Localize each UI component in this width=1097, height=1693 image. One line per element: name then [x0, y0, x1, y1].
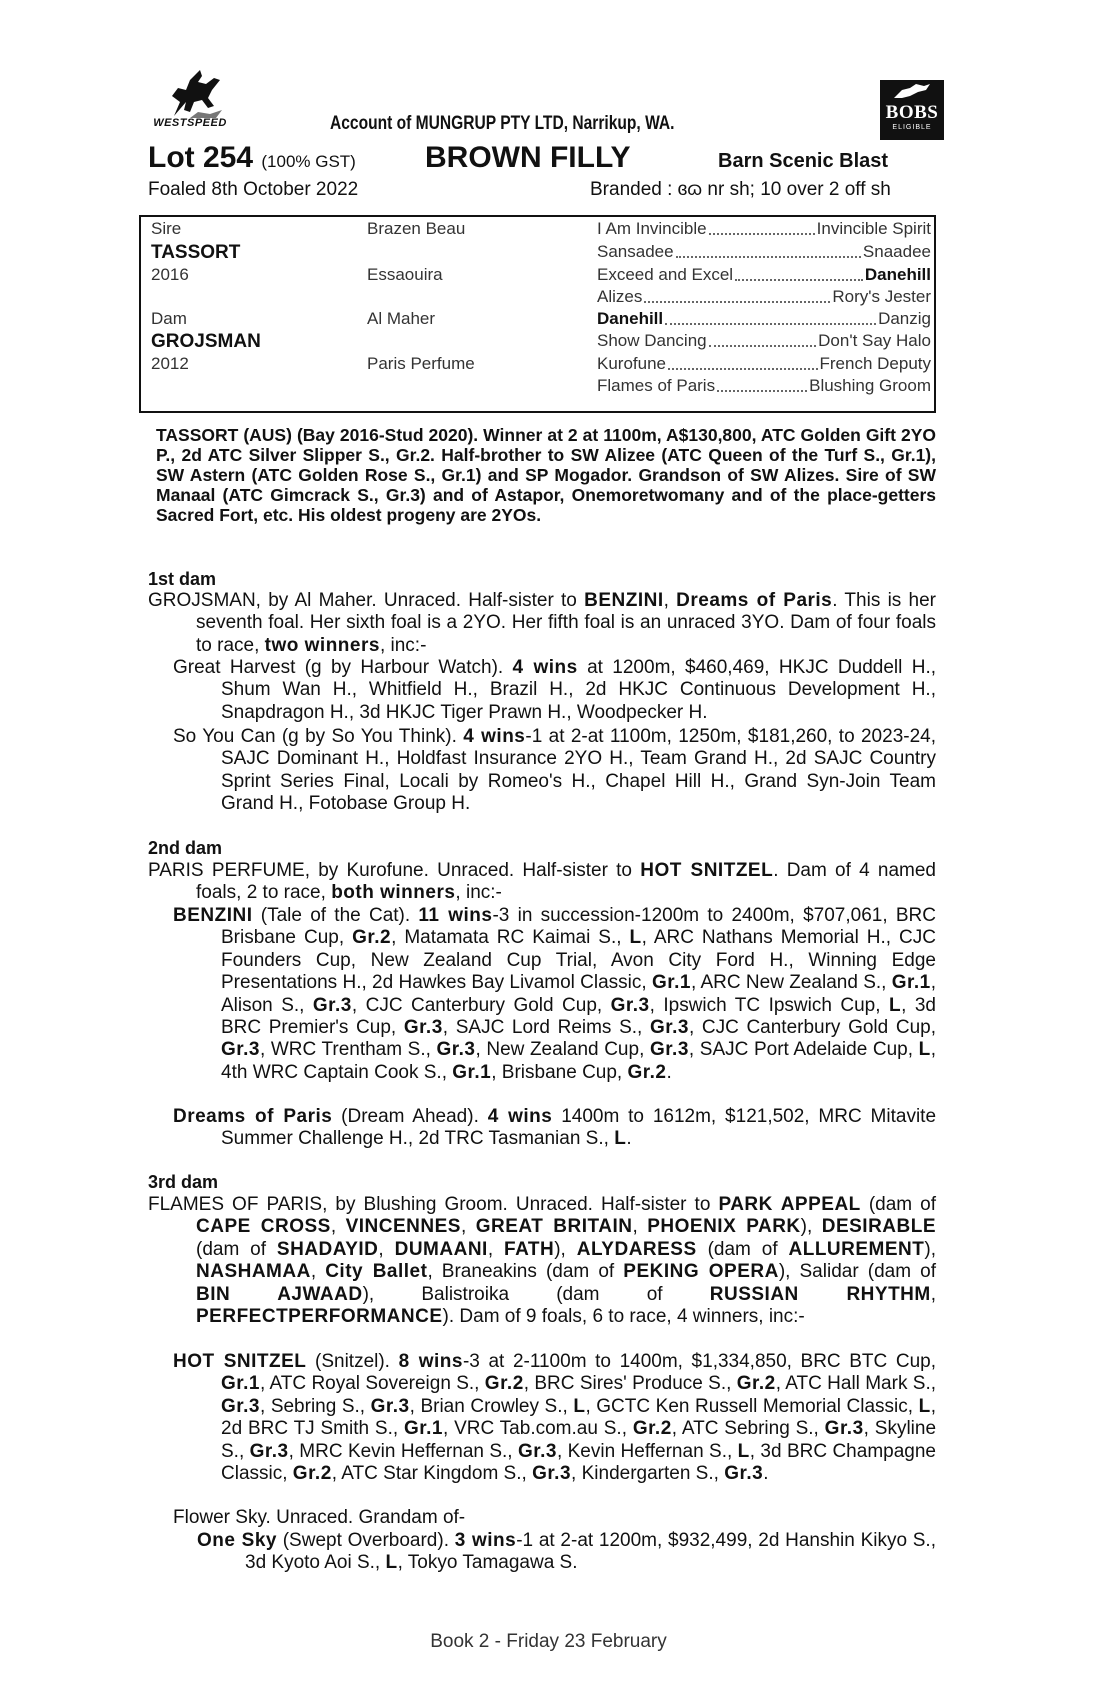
bold-text: SHADAYID [276, 1238, 379, 1260]
text-run: , Tokyo Tamagawa S. [397, 1552, 578, 1574]
bold-text: L [918, 1039, 931, 1061]
bold-text: BENZINI [584, 590, 664, 611]
bold-text: Gr.1 [652, 972, 691, 994]
bold-text: GREAT BRITAIN [475, 1216, 633, 1238]
text-run: , [330, 1216, 346, 1238]
bold-text: Gr.1 [452, 1061, 492, 1083]
text-run: , [663, 590, 677, 611]
bold-text: Gr.3 [610, 994, 650, 1016]
text-run: , SAJC Lord Reims S., [442, 1017, 650, 1039]
progeny-entry [173, 905, 936, 1084]
sires-dam: Essaouira [367, 265, 443, 284]
text-run: , ATC Star Kingdom S., [331, 1463, 533, 1485]
grand-progeny-entry [197, 1530, 936, 1575]
bold-text: Gr.3 [532, 1463, 572, 1485]
text-run: (Swept Overboard). [277, 1530, 455, 1551]
pedigree-line: Alizes Rory's Jester [597, 287, 931, 306]
text-run: , BRC Sires' Produce S., [523, 1373, 737, 1395]
progeny-entry [173, 1351, 936, 1485]
bold-text: Gr.3 [221, 1395, 260, 1417]
text-run: , MRC Kevin Heffernan S., [288, 1440, 518, 1462]
dam-name: GROJSMAN [151, 331, 261, 352]
pedigree-line: I Am Invincible Invincible Spirit [597, 219, 931, 238]
text-run: So You Can (g by So You Think). [173, 726, 464, 747]
text-run: (dam of [196, 1238, 277, 1260]
text-run: , SAJC Port Adelaide Cup, [688, 1039, 919, 1061]
bold-text: City Ballet [325, 1261, 428, 1283]
text-run: (dam of [696, 1238, 789, 1260]
text-run: , [930, 1283, 937, 1305]
bold-text: Gr.3 [824, 1418, 864, 1440]
text-run: ), [924, 1238, 936, 1260]
bold-text: PHOENIX PARK [647, 1216, 801, 1238]
second-dam-heading: 2nd dam [148, 838, 223, 858]
text-run: ). Dam of 9 foals, 6 to race, [442, 1306, 677, 1328]
text-run: , 3d BRC Champagne Classic, [221, 1440, 936, 1485]
bold-text: 4 wins [463, 726, 526, 747]
first-dam-intro [148, 590, 936, 657]
bold-text: L [737, 1440, 750, 1462]
logo-label: WESTSPEED [153, 117, 227, 129]
text-run: at 1200m, $460,469, HKJC Duddell H., Shum Wan H., Whitfield H., Brazil H., 2d HKJC Continuous Development H., Snapdragon H., 3d HKJC Tiger Prawn H., Woodpecker H. [221, 657, 936, 723]
text-run: (Dream Ahead). [332, 1106, 488, 1127]
text-run: , [310, 1261, 326, 1283]
bold-text: Gr.2 [484, 1373, 524, 1395]
bold-text: Gr.3 [649, 1039, 689, 1061]
bold-text: 3 wins [454, 1530, 517, 1551]
third-dam-heading: 3rd dam [148, 1172, 219, 1192]
bold-text: HOT SNITZEL [640, 860, 774, 881]
sire-label: Sire [151, 219, 182, 238]
text-run: , 2d BRC TJ Smith S., [221, 1395, 936, 1440]
text-run: ), Salidar (dam of [778, 1261, 936, 1283]
badge-line2: ELIGIBLE [892, 124, 932, 131]
bold-text: PERFECTPERFORMANCE [196, 1306, 443, 1328]
bold-text: Gr.3 [221, 1039, 260, 1061]
dams-dam: Paris Perfume [367, 354, 475, 373]
bold-text: Dreams of Paris [173, 1106, 333, 1127]
text-run: ), Balistroika (dam of [362, 1283, 710, 1305]
text-run: , CJC Canterbury Gold Cup, [351, 994, 611, 1016]
text-run: PARIS PERFUME, by Kurofune. Unraced. Half-sister to [148, 860, 641, 881]
text-run: -1 at 2-at 1200m, $932,499, 2d Hanshin Kikyo S., 3d Kyoto Aoi S., [245, 1530, 936, 1574]
bold-text: One Sky [197, 1530, 277, 1551]
text-run: , 3d BRC Premier's Cup, [221, 994, 936, 1039]
brand-marks: Branded : ɞɷ nr sh; 10 over 2 off sh [590, 179, 891, 200]
bold-text: both winners [331, 882, 456, 904]
bold-text: ALYDARESS [576, 1238, 697, 1260]
progeny-entry [173, 657, 936, 724]
pedigree-line: Kurofune French Deputy [597, 354, 931, 373]
text-run: , [378, 1238, 395, 1260]
text-run: , inc:- [379, 634, 427, 656]
text-run: , inc:- [455, 882, 502, 904]
bold-text: 11 wins [418, 905, 493, 926]
bold-text: 8 wins [398, 1351, 463, 1372]
bold-text: PEKING OPERA [623, 1261, 779, 1283]
bold-text: Gr.3 [312, 994, 352, 1016]
flower-sky-line: Flower Sky. Unraced. Grandam of- [173, 1507, 466, 1528]
horse-sex-colour: BROWN FILLY [425, 141, 631, 174]
text-run: . [763, 1463, 769, 1485]
text-run: , Alison S., [221, 972, 936, 1016]
text-run: ), [800, 1216, 822, 1238]
badge-line1: BOBS [885, 102, 939, 123]
third-dam-intro [148, 1194, 936, 1328]
bold-text: Dreams of Paris [676, 590, 833, 611]
text-run: , ATC Hall Mark S., [775, 1373, 937, 1395]
text-run: -3 at 2-1100m to 1400m, $1,334,850, BRC BTC Cup, [462, 1351, 936, 1372]
bold-text: BENZINI [173, 905, 253, 926]
lot-number [148, 141, 356, 175]
bold-text: CAPE CROSS [196, 1216, 331, 1238]
sire-summary: TASSORT (AUS) (Bay 2016-Stud 2020). Winner at 2 at 1100m, A$130,800, ATC Golden Gift 2YO P., 2d ATC Silver Slipper S., Gr.2. Half-brother to SW Alizee (ATC Queen of the Turf S., Gr.1), SW Astern (ATC Golden Rose S., Gr.1) and SP Mogador. Grandson of SW Alizes. Sire of SW Manaal (ATC Gimcrack S., Gr.3) and of Astapor, Onemoretwomany and of the place-getters Sacred Fort, etc. His oldest progeny are 2YOs. [156, 425, 936, 525]
bold-text: L [614, 1128, 627, 1150]
bold-text: NASHAMAA [196, 1261, 311, 1283]
text-run: , Brisbane Cup, [491, 1061, 628, 1083]
bobs-horse-icon [880, 80, 944, 102]
bold-text: Gr.3 [724, 1463, 764, 1485]
text-run: , Matamata RC Kaimai S., [391, 927, 630, 949]
pedigree-line: Show Dancing Don't Say Halo [597, 331, 931, 350]
bold-text: Gr.3 [370, 1395, 410, 1417]
bold-text: VINCENNES [345, 1216, 461, 1238]
text-run: Great Harvest (g by Harbour Watch). [173, 657, 513, 678]
pedigree-line: Exceed and Excel Danehill [597, 265, 931, 284]
text-run: (dam of [860, 1194, 937, 1215]
bold-text: HOT SNITZEL [173, 1351, 307, 1372]
bold-text: L [629, 927, 642, 949]
dam-label: Dam [151, 309, 187, 328]
progeny-entry [173, 726, 936, 816]
text-run: , WRC Trentham S., [259, 1039, 437, 1061]
text-run: , CJC Canterbury Gold Cup, [688, 1017, 936, 1039]
dam-year: 2012 [151, 354, 189, 373]
gst-note: (100% GST) [261, 152, 356, 171]
horse-name: Barn Scenic Blast [718, 150, 889, 172]
text-run: (Tale of the Cat). [252, 905, 419, 926]
text-run: , [487, 1238, 505, 1260]
text-run: , [632, 1216, 648, 1238]
sire-name: TASSORT [151, 242, 241, 263]
bold-text: L [573, 1395, 586, 1417]
text-run: , Sebring S., [259, 1395, 371, 1417]
text-run: , inc:- [758, 1306, 805, 1328]
bold-text: FATH [504, 1238, 555, 1260]
text-run: . Dam of 4 named foals, 2 to race, [196, 860, 936, 904]
bold-text: BIN AJWAAD [196, 1283, 363, 1305]
text-run: , GCTC Ken Russell Memorial Classic, [585, 1395, 919, 1417]
progeny-entry [173, 1106, 936, 1151]
foaled-date: Foaled 8th October 2022 [148, 179, 359, 200]
bold-text: Gr.3 [649, 1017, 689, 1039]
text-run: , ATC Sebring S., [671, 1418, 825, 1440]
sires-sire: Brazen Beau [367, 219, 466, 238]
bold-text: L [889, 994, 902, 1016]
text-run: . [666, 1061, 672, 1083]
text-run: , Brian Crowley S., [409, 1395, 574, 1417]
text-run: , ARC New Zealand S., [690, 972, 892, 994]
bold-text: Gr.2 [627, 1061, 667, 1083]
pedigree-line: Sansadee Snaadee [597, 242, 931, 261]
text-run: , Skyline S., [221, 1418, 937, 1462]
bobs-eligible-badge [880, 80, 944, 140]
pedigree-line: Danehill Danzig [597, 309, 931, 328]
vendor-account: Account of MUNGRUP PTY LTD, Narrikup, WA. [330, 113, 675, 134]
text-run: -1 at 2-at 1100m, 1250m, $181,260, to 2023-24, SAJC Dominant H., Holdfast Insurance 2YO H., Team Grand H., 2d SAJC Country Sprint Series Final, Locali by Romeo's H., Chapel Hill H., Grand Syn-Join Team Grand H., Fotobase Group H. [221, 726, 937, 815]
bold-text: ALLUREMENT [788, 1238, 925, 1260]
pedigree-table [139, 215, 936, 413]
text-run: , Ipswich TC Ipswich Cup, [649, 994, 889, 1016]
bold-text: L [385, 1552, 398, 1574]
text-run: FLAMES OF PARIS, by Blushing Groom. Unraced. Half-sister to [148, 1194, 719, 1215]
bold-text: Gr.2 [292, 1463, 332, 1485]
bold-text: Gr.1 [891, 972, 931, 994]
text-run: , VRC Tab.com.au S., [442, 1418, 633, 1440]
bold-text: DUMAANI [394, 1238, 488, 1260]
bold-text: Gr.2 [352, 927, 392, 949]
bold-text: RUSSIAN RHYTHM [709, 1283, 931, 1305]
text-run: , 4th WRC Captain Cook S., [221, 1039, 936, 1083]
text-run: 1400m to 1612m, $121,502, MRC Mitavite Summer Challenge H., 2d TRC Tasmanian S., [221, 1106, 937, 1150]
bold-text: Gr.1 [221, 1373, 260, 1395]
bold-text: Gr.1 [403, 1418, 443, 1440]
lot-label: Lot 254 [148, 141, 254, 174]
first-dam-heading: 1st dam [148, 569, 217, 589]
text-run: , Kindergarten S., [571, 1463, 725, 1485]
text-run: . This is her seventh foal. Her sixth foal is a 2YO. Her fifth foal is an unraced 3YO. Dam of four foals to race, [196, 590, 936, 656]
text-run: , New Zealand Cup, [475, 1039, 650, 1061]
bold-text: 4 wins [487, 1106, 553, 1127]
page-footer: Book 2 - Friday 23 February [430, 1631, 667, 1652]
bold-text: two winners [264, 634, 380, 656]
bold-text: L [918, 1395, 931, 1417]
text-run: , Braneakins (dam of [427, 1261, 624, 1283]
text-run: , ATC Royal Sovereign S., [259, 1373, 485, 1395]
pedigree-line: Flames of Paris Blushing Groom [597, 376, 931, 395]
bold-text: Gr.3 [517, 1440, 557, 1462]
text-run: (Snitzel). [306, 1351, 399, 1372]
sire-year: 2016 [151, 265, 189, 284]
text-run: , ARC Nathans Memorial H., CJC Founders Cup, New Zealand Cup Trial, Avon City Ford H., Winning Edge Presentations H., 2d Hawkes Bay Livamol Classic, [221, 927, 937, 994]
bold-text: Gr.2 [736, 1373, 776, 1395]
bold-text: PARK APPEAL [718, 1194, 861, 1215]
text-run: , Kevin Heffernan S., [556, 1440, 738, 1462]
bold-text: Gr.3 [436, 1039, 476, 1061]
bold-text: Gr.3 [403, 1017, 443, 1039]
dams-sire: Al Maher [367, 309, 436, 328]
bold-text: 4 wins [512, 657, 578, 678]
text-run: -3 in succession-1200m to 2400m, $707,061, BRC Brisbane Cup, [221, 905, 936, 949]
horse-rider-icon [150, 68, 230, 120]
text-run: ), [554, 1238, 577, 1260]
bold-text: Gr.2 [632, 1418, 672, 1440]
text-run: GROJSMAN, by Al Maher. Unraced. Half-sister to [148, 590, 585, 611]
text-run: , [460, 1216, 476, 1238]
bold-text: DESIRABLE [821, 1216, 937, 1238]
text-run: 4 winners [676, 1306, 759, 1328]
second-dam-intro [148, 860, 936, 905]
text-run: . [626, 1128, 632, 1150]
bold-text: Gr.3 [249, 1440, 289, 1462]
